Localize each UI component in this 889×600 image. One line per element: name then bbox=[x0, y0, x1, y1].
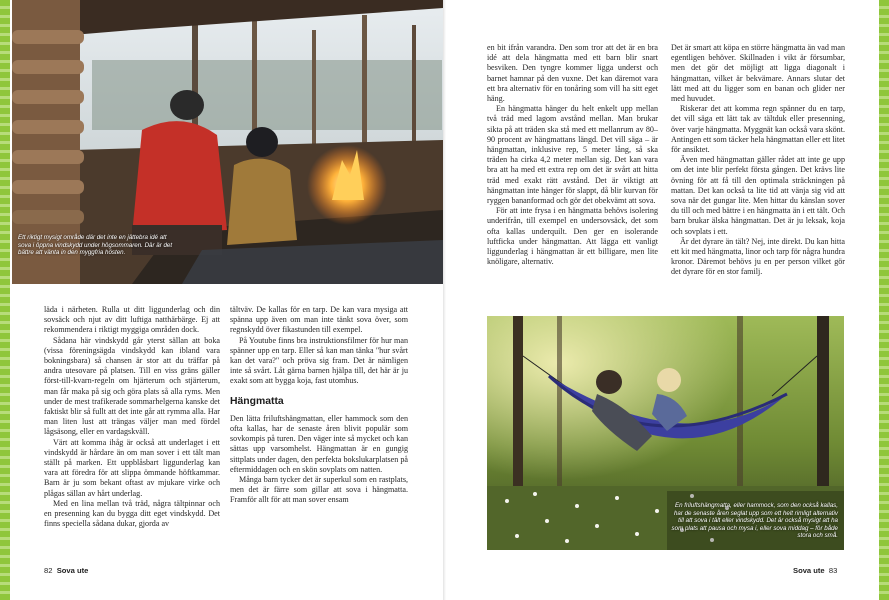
body-paragraph: För att inte frysa i en hängmatta behövs isolering underifrån, till exempel en undersovsäck, det som ofta kallas underquilt. Den ger en isolerande luftficka under hängmattan. Att lägga ett vanligt liggunderlag i hängmattan är ett billigare, men lite knöligare, alternativ. bbox=[487, 206, 658, 267]
running-title: Sova ute bbox=[56, 566, 89, 575]
body-paragraph: En hängmatta hänger du helt enkelt upp mellan två träd med lagom avstånd mellan. Man brukar sikta på att träden ska stå med ett mellanrum av 80–90 procent av hängmattans längd. Det vill säga – är hängmattan, inklusive rep, 5 meter lång, så ska träden ha cirka 4,2 meter mellan sig. Det kan vara bra att ha med ett extra rep om det är svårt att hitta träd med exakt rätt avstånd. Det är viktigt att hängmattan inte hänger för slappt, då blir kurvan för ryggen bananformad och gör det obekvämt att sova. bbox=[487, 104, 658, 206]
body-paragraph: en bit ifrån varandra. Den som tror att det är en bra idé att dela hängmatta med ett barn blir snart besviken. Den tyngre kommer ligga underst och barnet hamnar på den vuxne. Det kan däremot vara ett bra alternativ för en tonåring som vill ha sitt eget häng. bbox=[487, 43, 658, 104]
decorative-stripe-left bbox=[0, 0, 10, 600]
left-page-column-1 bbox=[44, 305, 220, 561]
page-gutter bbox=[443, 0, 446, 600]
body-paragraph: Sådana här vindskydd går yterst sällan att boka (vissa föreningsägda vindskydd kan ibland vara bokningsbara) så chansen är stor att du träffar på andra utesovare på platsen. Till en viss gräns gäller först-till-kvarn-regeln om hjärterum och stjärterum, man får maka på sig och göra plats så alla ryms. Men under de mest trafikerade sommarhelgerna kanske det faktiskt blir så fullt att det inte går att rymma alla. Har man liten lust att trängas väljer man med fördel lågsäsong, eller en vardagskväll. bbox=[44, 335, 220, 437]
page-number: 82 bbox=[44, 566, 53, 575]
body-paragraph: Även med hängmattan gäller rådet att inte ge upp om det inte blir perfekt första gången. Det krävs lite övning för att få till den optimala sträckningen på mattan. Det kan också ta lite tid att vänja sig vid att sova när det gungar lite. Men hittar du känslan sover du till och med bättre i en hängmatta än i ett tält. Och barn brukar älska hängmattan. Det är ju leksak, koja och sovplats i ett. bbox=[671, 155, 845, 236]
decorative-stripe-right bbox=[879, 0, 889, 600]
body-paragraph: Den lätta friluftshängmattan, eller hammock som den ofta kallas, har de senaste åren blivit populär som sovkompis på turen. Den väger inte så mycket och kan sättas upp varsomhelst. Hängmattan är en gungig sittplats under dagen, den perfekta bokslukarplatsen på eftermiddagen och en skön sovplats om natten. bbox=[230, 413, 408, 474]
folio-left bbox=[44, 566, 88, 575]
body-paragraph: Med en lina mellan två träd, några tältpinnar och en presenning kan du bygga ditt eget vindskydd. Det finns speciella sådana dukar, gjorda av bbox=[44, 498, 220, 529]
folio-right bbox=[793, 566, 837, 575]
body-paragraph: Det är smart att köpa en större hängmatta än vad man egentligen behöver. Skillnaden i vikt är försumbar, men det gör det möjligt att ligga diagonalt i hängmattan, vilket är bekvämare. Annars slutar det lätt med att du ligger som en banan och glider ner med huvudet. bbox=[671, 43, 845, 104]
photo-caption-right: En friluftshängmatta, eller hammock, som den också kallas, har de senaste åren seglat upp som ett helt rimligt alternativ till att sova i tält eller vindskydd. Det är också mysigt att ha som plats att pausa och mysa i, eller sova middag – för både stora och små. bbox=[671, 502, 838, 540]
right-page-column-1 bbox=[487, 43, 658, 301]
body-paragraph: Riskerar det att komma regn spänner du en tarp, det vill säga ett lätt tak av tältduk eller presenning, över varje hängmatta. Myggnät kan också vara skönt. Antingen ett som täcker hela hängmattan eller ett litet för ansiktet. bbox=[671, 104, 845, 155]
body-paragraph: tältväv. De kallas för en tarp. De kan vara mysiga att spänna upp även om man inte tänkt sova över, som regnskydd över fikastunden till exempel. bbox=[230, 305, 408, 335]
right-page-column-2 bbox=[671, 43, 845, 303]
body-paragraph: Många barn tycker det är superkul som en rastplats, men det är färre som gillar att sova i hängmatta. Framför allt för att man sover ensam bbox=[230, 475, 408, 505]
body-paragraph: Värt att komma ihåg är också att underlaget i ett vindskydd är hårdare än om man sover i ett tält man ställt på marken. Ett uppblåsbart liggunderlag kan vara att föredra för att slippa ömmande höftkammar. Barn är ju som bekant oftast av mjukare virke och plågas sällan av hårt underlag. bbox=[44, 437, 220, 498]
page-number: 83 bbox=[828, 566, 838, 575]
left-page-column-2 bbox=[230, 305, 408, 561]
section-heading: Hängmatta bbox=[230, 395, 284, 407]
body-paragraph: Är det dyrare än tält? Nej, inte direkt. Du kan hitta ett kit med hängmatta, linor och tarp för några hundra kronor. Däremot behövs ju en per person vilket gör det dyrare för en stor familj. bbox=[671, 236, 845, 277]
running-title: Sova ute bbox=[793, 566, 825, 575]
photo-caption-left: Ett riktigt mysigt område där det inte en jättebra idé att sova i öppna vindskydd under högsommaren. Där är det bättre att vänta in den myggfria hösten. bbox=[18, 234, 173, 257]
body-paragraph: På Youtube finns bra instruktionsfilmer för hur man spänner upp en tarp. Eller så kan man tänka "hur svårt kan det vara?" och pröva sig fram. Det är nämligen inte så svårt. Låt gärna barnen hjälpa till, det här är ju exakt som att bygga koja, fast utomhus. bbox=[230, 335, 408, 386]
body-paragraph: läda i närheten. Rulla ut ditt liggunderlag och din sovsäck och njut av ditt luftiga natthärbärge. Ej att rekommendera i riktigt myggiga områden dock. bbox=[44, 305, 220, 335]
